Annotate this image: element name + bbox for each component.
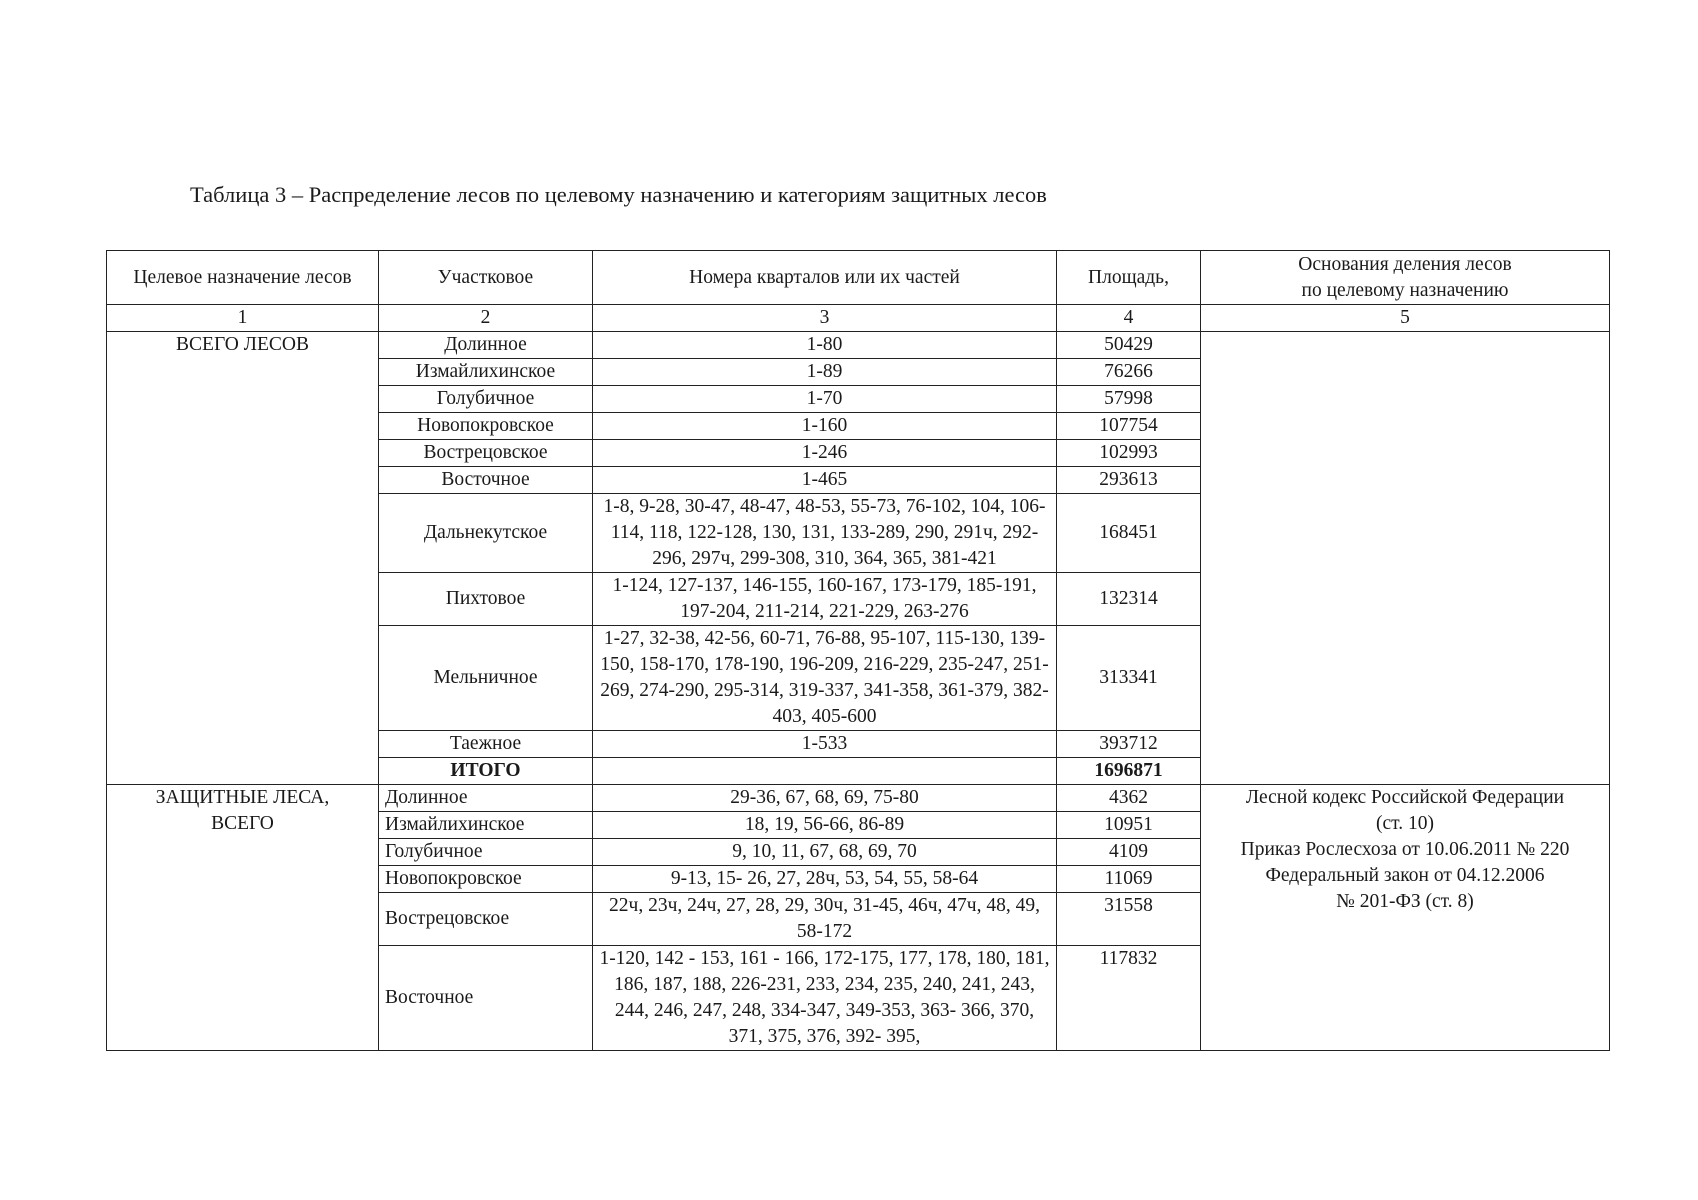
header-row (107, 251, 1610, 305)
header-district: Участковое (379, 251, 593, 305)
district-cell: Дальнекутское (379, 494, 593, 573)
area-cell: 132314 (1057, 573, 1201, 626)
area-cell: 313341 (1057, 626, 1201, 731)
total-quarters-empty (593, 758, 1057, 785)
district-cell: Голубичное (379, 386, 593, 413)
header-purpose: Целевое назначение лесов (107, 251, 379, 305)
header-area: Площадь, (1057, 251, 1201, 305)
district-cell: Восточное (379, 946, 593, 1051)
area-cell: 168451 (1057, 494, 1201, 573)
column-number: 4 (1057, 305, 1201, 332)
quarters-cell: 1-80 (593, 332, 1057, 359)
table-row (107, 332, 1610, 359)
area-cell: 117832 (1057, 946, 1201, 1051)
quarters-cell: 1-70 (593, 386, 1057, 413)
district-cell: Голубичное (379, 839, 593, 866)
area-cell: 10951 (1057, 812, 1201, 839)
column-number: 5 (1201, 305, 1610, 332)
area-cell: 102993 (1057, 440, 1201, 467)
basis-cell (1201, 785, 1610, 1051)
district-cell: Вострецовское (379, 440, 593, 467)
area-cell: 57998 (1057, 386, 1201, 413)
basis-line: (ст. 10) (1376, 813, 1434, 834)
district-cell: Пихтовое (379, 573, 593, 626)
district-cell: Таежное (379, 731, 593, 758)
area-cell: 50429 (1057, 332, 1201, 359)
header-basis (1201, 251, 1610, 305)
area-cell: 4109 (1057, 839, 1201, 866)
quarters-cell: 1-533 (593, 731, 1057, 758)
area-cell: 11069 (1057, 866, 1201, 893)
total-label: ИТОГО (379, 758, 593, 785)
forest-distribution-table (106, 250, 1610, 1051)
quarters-cell: 18, 19, 56-66, 86-89 (593, 812, 1057, 839)
column-number: 3 (593, 305, 1057, 332)
column-number-row (107, 305, 1610, 332)
quarters-cell: 1-124, 127-137, 146-155, 160-167, 173-179, 185-191, 197-204, 211-214, 221-229, 263-276 (593, 573, 1057, 626)
district-cell: Измайлихинское (379, 812, 593, 839)
table-row (107, 785, 1610, 812)
total-area: 1696871 (1057, 758, 1201, 785)
quarters-cell: 1-8, 9-28, 30-47, 48-47, 48-53, 55-73, 76-102, 104, 106-114, 118, 122-128, 130, 131, 133-289, 290, 291ч, 292-296, 297ч, 299-308, 310, 364, 365, 381-421 (593, 494, 1057, 573)
basis-line: Приказ Рослесхоза от 10.06.2011 № 220 (1240, 839, 1570, 860)
area-cell: 107754 (1057, 413, 1201, 440)
quarters-cell: 1-89 (593, 359, 1057, 386)
section-all-label: ВСЕГО ЛЕСОВ (107, 332, 379, 785)
district-cell: Новопокровское (379, 866, 593, 893)
header-quarters: Номера кварталов или их частей (593, 251, 1057, 305)
district-cell: Долинное (379, 785, 593, 812)
quarters-cell: 9, 10, 11, 67, 68, 69, 70 (593, 839, 1057, 866)
quarters-cell: 1-246 (593, 440, 1057, 467)
section-protective-label-line1: ЗАЩИТНЫЕ ЛЕСА, (155, 787, 330, 808)
basis-line: Лесной кодекс Российской Федерации (1245, 787, 1565, 808)
area-cell: 393712 (1057, 731, 1201, 758)
basis-cell-empty (1201, 332, 1610, 785)
quarters-cell: 1-160 (593, 413, 1057, 440)
basis-line: № 201-ФЗ (ст. 8) (1336, 891, 1474, 912)
basis-line: Федеральный закон от 04.12.2006 (1265, 865, 1545, 886)
district-cell: Долинное (379, 332, 593, 359)
section-protective-label-line2: ВСЕГО (211, 813, 274, 834)
column-number: 1 (107, 305, 379, 332)
quarters-cell: 22ч, 23ч, 24ч, 27, 28, 29, 30ч, 31-45, 46ч, 47ч, 48, 49, 58-172 (593, 893, 1057, 946)
district-cell: Мельничное (379, 626, 593, 731)
column-number: 2 (379, 305, 593, 332)
area-cell: 31558 (1057, 893, 1201, 946)
quarters-cell: 29-36, 67, 68, 69, 75-80 (593, 785, 1057, 812)
district-cell: Вострецовское (379, 893, 593, 946)
quarters-cell: 9-13, 15- 26, 27, 28ч, 53, 54, 55, 58-64 (593, 866, 1057, 893)
table-title: Таблица 3 – Распределение лесов по целевому назначению и категориям защитных лесов (190, 182, 1047, 207)
area-cell: 4362 (1057, 785, 1201, 812)
area-cell: 293613 (1057, 467, 1201, 494)
district-cell: Восточное (379, 467, 593, 494)
quarters-cell: 1-120, 142 - 153, 161 - 166, 172-175, 177, 178, 180, 181, 186, 187, 188, 226-231, 233, 234, 235, 240, 241, 243, 244, 246, 247, 248, 334-347, 349-353, 363- 366, 370, 371, 375, 376, 392- 395, (593, 946, 1057, 1051)
area-cell: 76266 (1057, 359, 1201, 386)
header-basis-line2: по целевому назначению (1301, 279, 1509, 301)
quarters-cell: 1-465 (593, 467, 1057, 494)
section-protective-label (107, 785, 379, 1051)
district-cell: Новопокровское (379, 413, 593, 440)
header-basis-line1: Основания деления лесов (1298, 253, 1512, 275)
district-cell: Измайлихинское (379, 359, 593, 386)
quarters-cell: 1-27, 32-38, 42-56, 60-71, 76-88, 95-107, 115-130, 139-150, 158-170, 178-190, 196-209, 216-229, 235-247, 251-269, 274-290, 295-314, 319-337, 341-358, 361-379, 382-403, 405-600 (593, 626, 1057, 731)
